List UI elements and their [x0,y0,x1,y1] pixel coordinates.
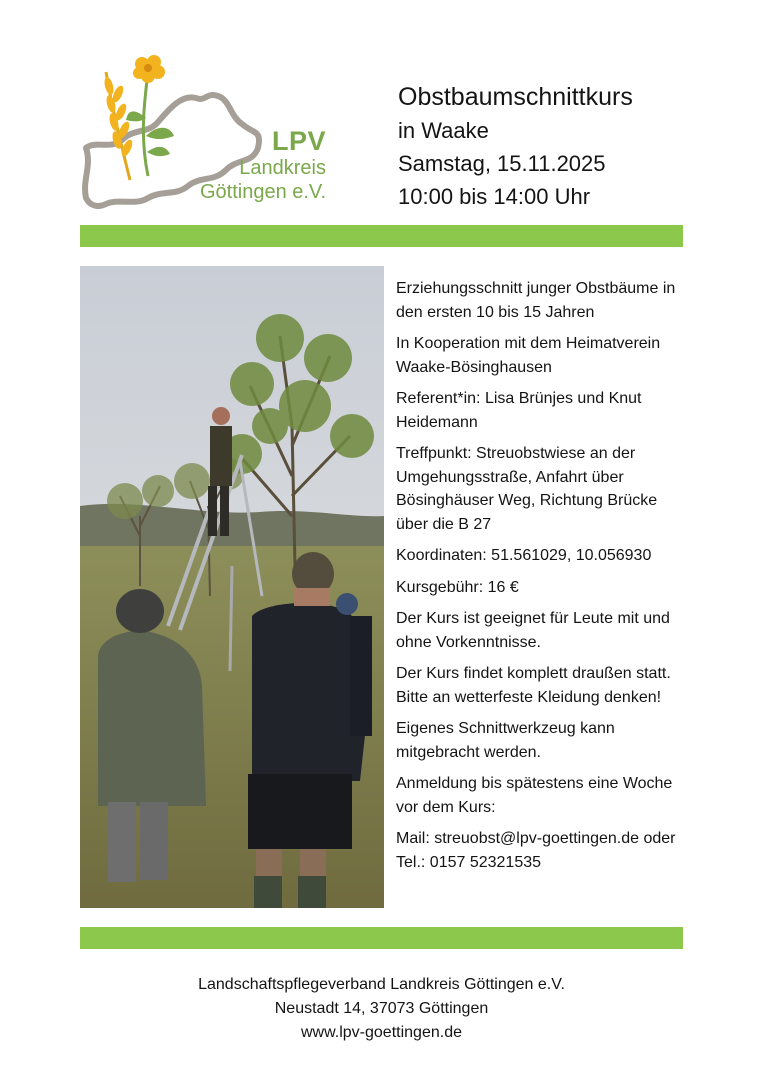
logo-line-1: Landkreis [239,157,326,179]
footer-address: Neustadt 14, 37073 Göttingen [274,1000,489,1017]
event-header [398,80,633,213]
info-fee: Kursgebühr: 16 € [396,578,519,596]
footer-org: Landschaftspflegeverband Landkreis Göttingen e.V. [198,976,565,993]
bottom-divider-bar [80,927,683,949]
info-registration: Anmeldung bis spätestens eine Woche vor dem Kurs: [396,775,673,816]
logo-abbr: LPV [271,126,326,156]
course-photo [80,266,384,908]
event-date: Samstag, 15.11.2025 [398,151,606,176]
info-instructors: Referent*in: Lisa Brünjes und Knut Heidemann [396,390,642,431]
event-time: 10:00 bis 14:00 Uhr [398,184,591,209]
event-title: Obstbaumschnittkurs [398,83,633,111]
info-tools: Eigenes Schnittwerkzeug kann mitgebracht werden. [396,720,615,761]
info-training-type: Erziehungsschnitt junger Obstbäume in den ersten 10 bis 15 Jahren [396,280,676,321]
info-coordinates: Koordinaten: 51.561029, 10.056930 [396,547,652,564]
lpv-logo [78,48,328,213]
course-info [396,277,688,882]
info-outdoors: Der Kurs findet komplett draußen statt. Bitte an wetterfeste Kleidung denken! [396,665,671,706]
footer-website[interactable]: www.lpv-goettingen.de [301,1024,462,1041]
info-cooperation: In Kooperation mit dem Heimatverein Waake-Bösinghausen [396,335,661,376]
top-divider-bar [80,225,683,247]
logo-wordmark [200,126,326,204]
footer [0,973,763,1045]
info-audience: Der Kurs ist geeignet für Leute mit und ohne Vorkenntnisse. [396,610,670,651]
info-meeting-point: Treffpunkt: Streuobstwiese an der Umgehungsstraße, Anfahrt über Bösinghäuser Weg, Richtung Brücke über die B 27 [396,445,658,533]
logo-line-2: Göttingen e.V. [199,181,326,203]
wheat-icon [103,72,135,180]
info-contact: Mail: streuobst@lpv-goettingen.de oder Tel.: 0157 52321535 [396,830,676,871]
event-location: in Waake [398,118,489,143]
